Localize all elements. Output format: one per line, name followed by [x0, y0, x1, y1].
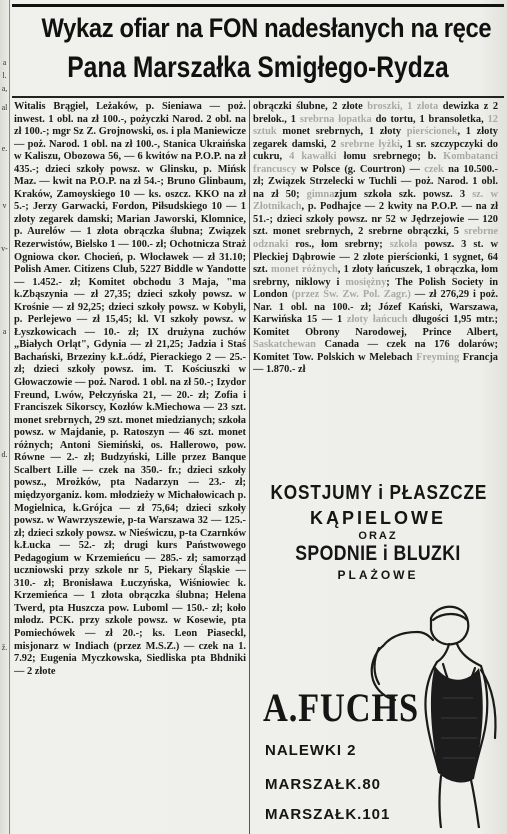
- text-run: monet srebrnych, 1 złoty: [276, 126, 407, 138]
- faded-text-run: sz. w Złotnikach: [253, 188, 498, 213]
- margin-fragment: d.: [1, 450, 8, 459]
- text-run: — zł 276,29 i poż. Nar. 1 obl. na 100.- zł; Józef Kański, Warszawa, Karwińska 15 — 1: [253, 289, 498, 326]
- text-run: łomu srebrnego; b.: [336, 151, 444, 163]
- headline-line-2: Pana Marszałka Smigłego-Rydza: [67, 51, 449, 84]
- margin-fragment: a: [2, 58, 7, 67]
- faded-text-run: Freyming: [416, 351, 460, 363]
- faded-text-run: pierścionek: [406, 126, 458, 138]
- text-run: powsz. 3 st. w Pleckiej Dąbrowie — 2 złote pierścionki, 1 sygnet, 64 szt.: [253, 239, 498, 276]
- faded-text-run: czek: [424, 163, 444, 175]
- margin-fragment: l.: [2, 71, 7, 80]
- margin-fragment: a,: [1, 84, 8, 93]
- margin-fragment: ž.: [1, 643, 8, 652]
- donation-list-left-column: Witalis Brągiel, Leżaków, p. Sieniawa — poż. inwest. 1 obl. na zł 100.-, pożyczki Narod. 2 obl. na zł 100.-; mgr Sz Z. Grojnowski, os. i pla Maniewicze — poż. Narod. 1 obl. na zł 100.-, Stanica Ukraińska w Kaliszu, Obozowa 56, — 6 kwitów na P.O.P. na zł 435.-; dzieci szkoły powsz. w Glinsku, p. Mińsk Maz. — kwit na P.O.P. na zł 54.-; Bruno Glinbaum, Kraków, Zamoyskiego 10 — ks. oszcz. KKO na zł 5.-; Jerzy Garwacki, Fordon, Piłsudskiego 10 — 1 złoty zegarek damski; Marian Jaworski, Klomnice, p. Aurelów — 1 złota obrączka ślubna; Związek Rezerwistów, Bielsko 1 — 100.- zł; Ochotnicza Straż Ogniowa ckor. Chocień, p. Włocławek — zł 31.10; Polish Amer. Citizens Club, 5227 Biddle w Yandotte — 1.452.- zł; Komitet obchodu 3 Maja, "ma k.Zbąszynia — zł 27,35; dzieci szkoły powsz. w Krośnie — zł 92,25; dzieci szkoły powsz. w Kobyli, p. Perlejewo — zł 15,45; kl. VI szkoły powsz. w Łyszkowicach — 10.- zł; IX drużyna zuchów „Białych Orląt", Gdynia — zł 21,25; Jadzia i Staś Bachański, Brzeziny k.Ł.ódź, Pierackiego 2 — 25.- zł; dzieci szkoły powsz. im. T. Kościuszki w Głowaczowie — poż. Narod. 1 obl. na zł 50.-; Izydor Freund, Lwów, Pełczyńska 21, — 20.- zł; Zofia i Franciszek Sikorscy, Kozłów k.Miechowa — 23 szt. monet srebrnych, 29 szt. monet miedzianych; szkoła powsz. w Majdanie, p. Ratoszyn — 46 szt. monet różnych; Antoni Siemiński, os. Hallerowo, pow. Równe — 2.- zł; Budzyński, Lille przez Banque Scalbert Lille — czek na 350.- fr.; dzieci szkoły powsz., Mrożków, pta Nadarzyn — 23.- zł; międzyorganiz. kom. młodzieży w Michałowicach p. Mogielnica, k.Grójca — zł 75,64; dzieci szkoły powsz. w Wawrzyszewie, p-ta Warszawa 32 — 125.- zł; dzieci szkoły powsz. w Nieświczu, p-ta Czarnków k.Łucka — 52.- zł; drugi kurs Państwowego Pedagogium w Krzemieńcu — 285.- zł; samorząd uczniowski przy szkole nr 5, Piekary Śląskie — 310.- zł; Bronisława Łuczyńska, Wiśniowiec k. Krzemieńca — 1 złota obrączka ślubna; Helena Twerd, pta Huszcza pow. Luboml — 150.- zł; koło młodz. PCK. przy szkole powsz. w Kosewie, pta Pomiechówek — zł 20.-; ks. Leon Piaseckl, misjonarz w Indiach (przez M.S.Z.) — czek na 1. 7.92; Eugenia Myczkowska, Siedliska pta Bhdniki — 2 złote: [14, 101, 246, 677]
- text-run: długości 1,95 mtr.; Komitet Obrony Narodowej, Prince Albert,: [253, 314, 498, 338]
- text-run: , p. Podhajce — 2 kwity na P.O.P. — na zł 51.-; dzieci szkoły powsz. nr 52 w Jędrzejowie — 120 szt. monet srebrnych, 2 srebrne obrączki, 5: [253, 201, 498, 238]
- text-run: Francja — 1.870.- zł: [253, 351, 498, 376]
- faded-text-run: Saskatchewan: [253, 339, 316, 351]
- headline-rule: [12, 96, 504, 98]
- margin-fragment: v: [2, 201, 7, 210]
- left-margin-strip: [0, 0, 10, 834]
- margin-fragment: v-: [1, 244, 8, 253]
- faded-text-run: złoty łańcuch: [346, 314, 408, 326]
- ad-address-1: NALEWKI 2: [265, 742, 357, 759]
- faded-text-run: Kombatanci francuscy: [253, 151, 498, 175]
- headline-line-1: Wykaz ofiar na FON nadesłanych na ręce: [41, 13, 492, 43]
- text-run: obrączki ślubne, 2 złote: [253, 101, 368, 112]
- text-run: , 1 złoty zegarek damski, 2: [253, 126, 498, 150]
- faded-text-run: 4 kawałki: [289, 151, 337, 163]
- donation-list-right-column: [253, 101, 498, 437]
- ad-headline-bathing: KĄPIELOWE: [309, 508, 446, 528]
- faded-text-run: broszki, 1 złota: [367, 101, 439, 112]
- text-run: Canada — czek na 176 dolarów; Komitet Tow. Polskich w Melebach: [253, 339, 498, 363]
- ad-headline-costumes: KOSTJUMY i PŁASZCZE: [270, 482, 488, 504]
- article-headline: [12, 4, 504, 99]
- text-run: , 1 sr. szczypczyki do cukru,: [253, 138, 498, 163]
- faded-text-run: szkoła: [389, 239, 418, 251]
- margin-fragment: e.: [1, 144, 8, 153]
- text-run: zjum szkoła szk. powsz. 3: [334, 188, 473, 200]
- text-run: do tortu, 1 bransoletka,: [371, 113, 488, 125]
- text-run: , 1 złoty łańcuszek, 1 obrączka, łom srebrny, niklowy i: [253, 264, 498, 288]
- ad-headline-and: ORAZ: [358, 530, 398, 542]
- faded-text-run: srebrna łopatka: [299, 113, 372, 125]
- faded-text-run: 12 sztuk: [253, 113, 498, 138]
- text-run: na 10.500.- zł; Związek Strzelecki w Tuchli — poż. Narod. 1 obl. na zł 50;: [253, 163, 498, 200]
- text-run: w Polsce (g. Courtron) —: [296, 163, 425, 175]
- faded-text-run: srebrne łyżki: [340, 138, 400, 150]
- ad-address-3: MARSZAŁK.101: [265, 806, 391, 823]
- text-run: ros., łom srebrny;: [288, 239, 390, 251]
- faded-text-run: mosiężny: [345, 276, 387, 288]
- margin-fragment: a: [2, 327, 7, 336]
- faded-text-run: monet różnych: [271, 264, 338, 276]
- faded-text-run: (przez Św. Zw. Pol. Zagr.): [291, 289, 411, 301]
- faded-text-run: gimna: [306, 188, 335, 200]
- text-run: dewizka z 2 brelok., 1: [253, 101, 498, 125]
- ad-headline-beach: PLAŻOWE: [337, 568, 419, 582]
- ad-headline-trousers: SPODNIE i BLUZKI: [295, 542, 461, 565]
- swimwear-advertisement: [253, 472, 503, 834]
- ad-brand-name: A.FUCHS: [263, 685, 420, 730]
- column-divider: [249, 100, 250, 834]
- margin-fragment: al: [1, 103, 8, 112]
- ad-address-2: MARSZAŁK.80: [265, 776, 382, 793]
- text-run: ; The Polish Society in London: [253, 276, 498, 301]
- faded-text-run: srebrne odznaki: [253, 226, 498, 251]
